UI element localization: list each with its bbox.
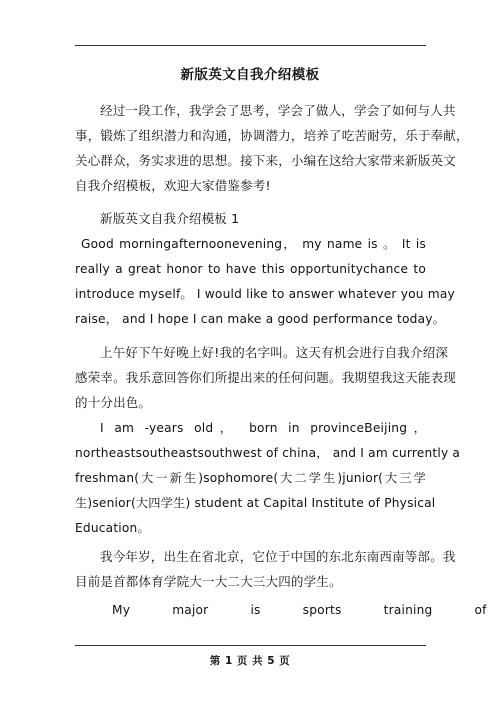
english-line: I am -years old， born in provinceBeijing，: [100, 421, 426, 435]
english-line: northeastsoutheastsouthwest of china， and I am currently a: [75, 446, 461, 460]
english-line: My major is sports training of: [112, 603, 487, 617]
english-line: Good morningafternoonevening， my name is 。 It is: [81, 237, 426, 251]
header-rule: [75, 45, 426, 46]
chinese-paragraph-2: [75, 544, 456, 594]
english-line: freshman(大一新生)sophomore(大二学生)junior(大三学: [75, 471, 426, 485]
english-line: raise， and I hope I can make a good performance today。: [75, 312, 446, 326]
english-line: 生)senior(大四学生) student at Capital Institute of Physical: [75, 496, 436, 510]
chinese-line: 我今年岁，出生在省北京，它位于中国的东北东南西南等部。我: [100, 549, 456, 564]
chinese-line: 感荣幸。我乐意回答你们所提出来的任何问题。我期望我这天能表现: [75, 370, 457, 385]
intro-paragraph: [75, 98, 469, 198]
intro-line: 自我介绍模板，欢迎大家借鉴参考!: [75, 178, 271, 193]
section-heading-text: 新版英文自我介绍模板 1: [100, 211, 240, 226]
english-line: Education。: [75, 521, 150, 535]
footer-rule: [75, 645, 426, 646]
chinese-line: 上午好下午好晚上好!我的名字叫。这天有机会进行自我介绍深: [100, 345, 449, 360]
intro-line: 关心群众，务实求进的思想。接下来，小编在这给大家带来新版英文: [75, 153, 457, 168]
english-paragraph-1: [75, 232, 455, 332]
intro-line: 经过一段工作，我学会了思考，学会了做人，学会了如何与人共: [100, 103, 456, 118]
page-number: 第 1 页 共 5 页: [209, 655, 291, 667]
intro-line: 事，锻炼了组织潜力和沟通，协调潜力，培养了吃苦耐劳，乐于奉献，: [75, 128, 469, 143]
english-line: really a great honor to have this opportunitychance to: [75, 262, 426, 276]
english-paragraph-2: [75, 416, 461, 541]
section-heading: [75, 206, 426, 231]
english-line: introduce myself。 I would like to answer whatever you may: [75, 287, 455, 301]
chinese-line: 目前是首都体育学院大一大二大三大四的学生。: [75, 574, 342, 589]
document-title: 新版英文自我介绍模板: [180, 67, 320, 83]
english-paragraph-3: [75, 598, 487, 623]
chinese-line: 的十分出色。: [75, 395, 152, 410]
chinese-paragraph-1: [75, 340, 457, 415]
